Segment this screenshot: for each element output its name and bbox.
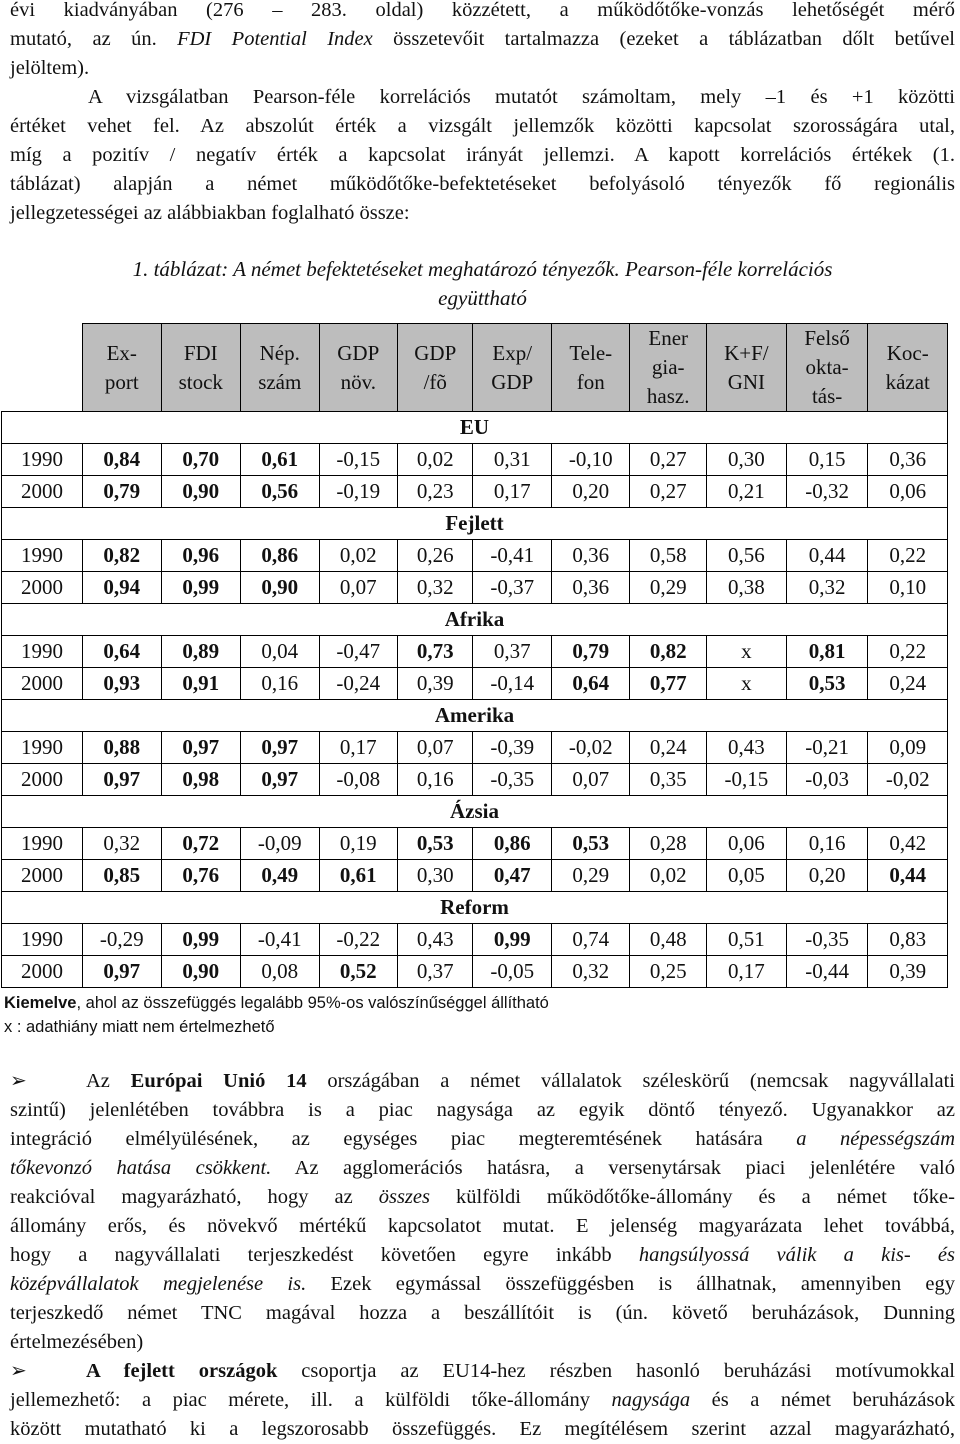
column-header	[786, 324, 868, 412]
table-footnote	[4, 991, 549, 1039]
bullet-paragraph-eu14	[10, 1066, 955, 1357]
footnote-line-1	[4, 991, 549, 1015]
value-cell: 0,24	[868, 668, 948, 700]
value-cell: 0,16	[398, 764, 473, 796]
value-cell: 0,02	[630, 860, 706, 892]
value-cell: -0,14	[473, 668, 552, 700]
column-header-text: GDP	[337, 340, 380, 365]
column-header-text: GNI	[727, 369, 766, 394]
year-cell: 2000	[2, 476, 83, 508]
significant-value-cell: 0,53	[786, 668, 868, 700]
significant-value-cell: 0,44	[868, 860, 948, 892]
significant-value-cell: 0,97	[83, 956, 162, 988]
value-cell: x	[706, 636, 786, 668]
significant-value-cell: 0,53	[398, 828, 473, 860]
value-cell: 0,21	[706, 476, 786, 508]
value-cell: x	[706, 668, 786, 700]
value-cell: 0,30	[398, 860, 473, 892]
value-cell: 0,17	[706, 956, 786, 988]
value-cell: 0,04	[241, 636, 320, 668]
emphasis: nagysága	[611, 1389, 691, 1411]
value-cell: -0,05	[473, 956, 552, 988]
column-header	[161, 324, 241, 412]
value-cell: 0,28	[630, 828, 706, 860]
text: integráció elmélyülésének, az egységes piac megteremtésének hatására	[10, 1128, 797, 1150]
bullet1-line-6: állomány erős, és növekvő mértékű kapcsolatot mutat. E jelenség magyarázata lehet továbbá,	[10, 1215, 955, 1237]
column-header	[241, 324, 320, 412]
significant-value-cell: 0,61	[319, 860, 398, 892]
eu14-term: Európai Unió 14	[130, 1070, 307, 1092]
column-header	[868, 324, 948, 412]
significant-value-cell: 0,84	[83, 444, 162, 476]
text: csoportja az EU14-hez részben hasonló beruházási motívumokkal	[277, 1360, 955, 1382]
column-header	[319, 324, 398, 412]
value-cell: -0,02	[551, 732, 630, 764]
value-cell: 0,43	[706, 732, 786, 764]
column-header-text: stock	[178, 369, 223, 394]
column-header-text: port	[104, 369, 139, 394]
arrow-bullet-icon: ➢	[10, 1358, 27, 1382]
column-header	[83, 324, 162, 412]
value-cell: -0,21	[786, 732, 868, 764]
group-title: Reform	[2, 892, 948, 924]
value-cell: 0,05	[706, 860, 786, 892]
value-cell: -0,10	[551, 444, 630, 476]
emphasis: összes	[378, 1186, 430, 1208]
table-row	[2, 668, 948, 700]
year-cell: 1990	[2, 636, 83, 668]
table-row	[2, 860, 948, 892]
table-caption-line-2: együttható	[438, 286, 527, 310]
fdi-potential-index-term: FDI Potential Index	[177, 28, 373, 50]
column-header-text: Exp/	[492, 340, 533, 365]
text: és a német beruházások	[690, 1389, 955, 1411]
value-cell: 0,27	[630, 476, 706, 508]
correlation-table	[1, 323, 948, 988]
value-cell: 0,39	[398, 668, 473, 700]
value-cell: 0,07	[319, 572, 398, 604]
group-header-row	[2, 700, 948, 732]
text: Az agglomerációs hatásra, a versenytársak piaci jelenlétére való	[271, 1157, 955, 1179]
column-header-text: szám	[258, 369, 302, 394]
intro-paragraph	[10, 0, 955, 228]
year-cell: 2000	[2, 572, 83, 604]
value-cell: -0,35	[473, 764, 552, 796]
column-header-text: fon	[576, 369, 605, 394]
year-cell: 2000	[2, 668, 83, 700]
table-row	[2, 444, 948, 476]
significant-value-cell: 0,64	[83, 636, 162, 668]
developed-countries-term: A fejlett országok	[86, 1360, 278, 1382]
bullet1-line-4	[10, 1154, 955, 1183]
value-cell: 0,58	[630, 540, 706, 572]
significant-value-cell: 0,53	[551, 828, 630, 860]
significant-value-cell: 0,79	[551, 636, 630, 668]
significant-value-cell: 0,61	[241, 444, 320, 476]
significant-value-cell: 0,89	[161, 636, 241, 668]
significant-value-cell: 0,81	[786, 636, 868, 668]
significant-value-cell: 0,86	[241, 540, 320, 572]
significant-value-cell: 0,97	[241, 764, 320, 796]
column-header-text: kázat	[885, 369, 930, 394]
value-cell: -0,03	[786, 764, 868, 796]
group-title: Afrika	[2, 604, 948, 636]
emphasis: tőkevonzó hatása csökkent.	[10, 1157, 272, 1179]
value-cell: 0,26	[398, 540, 473, 572]
value-cell: 0,32	[551, 956, 630, 988]
value-cell: 0,36	[551, 572, 630, 604]
bullet1-line-10: értelmezésében)	[10, 1331, 144, 1353]
significant-value-cell: 0,97	[241, 732, 320, 764]
intro-line-4: A vizsgálatban Pearson-féle korrelációs mutatót számoltam, mely –1 és +1 közötti	[88, 86, 955, 108]
bullet2-line-2	[10, 1386, 955, 1415]
emphasis: középvállalatok megjelenése is.	[10, 1273, 307, 1295]
footnote-text: , ahol az összefüggés legalább 95%-os valószínűséggel állítható	[76, 994, 549, 1012]
column-header	[398, 324, 473, 412]
table-caption	[10, 255, 955, 313]
column-header-text: Nép.	[259, 340, 300, 365]
value-cell: -0,02	[868, 764, 948, 796]
bullet1-line-9: terjeszkedő német TNC magával hozza a beszállítóit is (ún. követő beruházások, Dunning	[10, 1302, 955, 1324]
arrow-bullet-icon: ➢	[10, 1068, 27, 1092]
intro-text: értéket vehet fel.	[10, 115, 180, 137]
column-header-text: hasz.	[646, 384, 690, 408]
value-cell: 0,29	[630, 572, 706, 604]
bullet2-line-3: között mutatható ki a legszorosabb összefüggés. Ez megítélésem szerint azzal magyarázható,	[10, 1418, 955, 1440]
significant-value-cell: 0,70	[161, 444, 241, 476]
value-cell: 0,83	[868, 924, 948, 956]
value-cell: 0,17	[473, 476, 552, 508]
column-header	[706, 324, 786, 412]
value-cell: 0,10	[868, 572, 948, 604]
value-cell: 0,56	[706, 540, 786, 572]
table-row	[2, 924, 948, 956]
year-cell: 1990	[2, 540, 83, 572]
value-cell: 0,17	[319, 732, 398, 764]
column-header	[630, 324, 706, 412]
value-cell: 0,37	[473, 636, 552, 668]
text: külföldi működőtőke-állomány és a német tőke-	[429, 1186, 955, 1208]
significant-value-cell: 0,85	[83, 860, 162, 892]
value-cell: -0,41	[241, 924, 320, 956]
significant-value-cell: 0,90	[241, 572, 320, 604]
significant-value-cell: 0,73	[398, 636, 473, 668]
column-header-text: Ex-	[106, 340, 137, 365]
significant-value-cell: 0,99	[161, 924, 241, 956]
column-header-text: /fõ	[423, 369, 447, 394]
value-cell: -0,41	[473, 540, 552, 572]
value-cell: 0,25	[630, 956, 706, 988]
intro-text: Az abszolút érték a vizsgált jellemzők közötti kapcsolat szorosságára utal,	[179, 115, 956, 137]
table-row	[2, 476, 948, 508]
footnote-line-2: x : adathiány miatt nem értelmezhető	[4, 1018, 275, 1036]
value-cell: 0,07	[551, 764, 630, 796]
column-header-text: okta-	[805, 355, 849, 379]
bullet1-line-3	[10, 1125, 955, 1154]
text: országában a német vállalatok széleskörű (nemcsak nagyvállalati	[306, 1070, 955, 1092]
table-caption-line-1: 1. táblázat: A német befektetéseket meghatározó tényezők. Pearson-féle korrelációs	[132, 257, 833, 281]
significant-value-cell: 0,99	[161, 572, 241, 604]
column-header-text: Ener	[648, 326, 689, 350]
column-header-text: K+F/	[724, 340, 769, 365]
value-cell: 0,07	[398, 732, 473, 764]
value-cell: 0,19	[319, 828, 398, 860]
table-row	[2, 764, 948, 796]
column-header-text: Felső	[804, 326, 850, 350]
group-header-row	[2, 412, 948, 444]
value-cell: 0,22	[868, 540, 948, 572]
bullet1-line-5	[10, 1183, 955, 1212]
value-cell: 0,27	[630, 444, 706, 476]
value-cell: -0,08	[319, 764, 398, 796]
significant-value-cell: 0,79	[83, 476, 162, 508]
value-cell: -0,19	[319, 476, 398, 508]
group-header-row	[2, 604, 948, 636]
intro-line-2	[10, 25, 955, 54]
value-cell: 0,16	[786, 828, 868, 860]
column-header-text: Koc-	[886, 340, 929, 365]
table-row	[2, 572, 948, 604]
header-corner	[2, 324, 83, 412]
group-title: Ázsia	[2, 796, 948, 828]
significant-value-cell: 0,96	[161, 540, 241, 572]
value-cell: 0,32	[786, 572, 868, 604]
table-row	[2, 732, 948, 764]
significant-value-cell: 0,90	[161, 476, 241, 508]
bullet2-line-1	[10, 1356, 955, 1386]
value-cell: 0,32	[398, 572, 473, 604]
table-row	[2, 828, 948, 860]
group-header-row	[2, 892, 948, 924]
emphasis: hangsúlyossá válik a kis- és	[638, 1244, 955, 1266]
value-cell: 0,43	[398, 924, 473, 956]
value-cell: -0,09	[241, 828, 320, 860]
column-header-text: gia-	[651, 355, 685, 379]
value-cell: 0,44	[786, 540, 868, 572]
significant-value-cell: 0,94	[83, 572, 162, 604]
value-cell: 0,37	[398, 956, 473, 988]
footnote-bold: Kiemelve	[4, 994, 77, 1012]
significant-value-cell: 0,47	[473, 860, 552, 892]
value-cell: 0,39	[868, 956, 948, 988]
significant-value-cell: 0,52	[319, 956, 398, 988]
intro-line-7: táblázat) alapján a német működőtőke-befektetéseket befolyásoló tényezők fő regionális	[10, 173, 955, 195]
value-cell: -0,29	[83, 924, 162, 956]
group-title: Fejlett	[2, 508, 948, 540]
value-cell: 0,09	[868, 732, 948, 764]
column-header-text: Tele-	[569, 340, 613, 365]
column-header-text: GDP	[414, 340, 457, 365]
significant-value-cell: 0,56	[241, 476, 320, 508]
intro-text: mutató, az ún.	[10, 28, 178, 50]
table-header-row	[2, 324, 948, 412]
year-cell: 1990	[2, 444, 83, 476]
group-header-row	[2, 796, 948, 828]
text: Az	[86, 1070, 131, 1092]
year-cell: 1990	[2, 828, 83, 860]
value-cell: 0,36	[868, 444, 948, 476]
value-cell: -0,39	[473, 732, 552, 764]
column-header-text: GDP	[491, 369, 534, 394]
significant-value-cell: 0,72	[161, 828, 241, 860]
significant-value-cell: 0,91	[161, 668, 241, 700]
bullet1-line-1	[10, 1066, 955, 1096]
significant-value-cell: 0,49	[241, 860, 320, 892]
value-cell: -0,15	[706, 764, 786, 796]
significant-value-cell: 0,82	[83, 540, 162, 572]
significant-value-cell: 0,99	[473, 924, 552, 956]
value-cell: -0,32	[786, 476, 868, 508]
column-header-text: FDI	[183, 340, 218, 365]
value-cell: 0,20	[786, 860, 868, 892]
value-cell: 0,08	[241, 956, 320, 988]
significant-value-cell: 0,76	[161, 860, 241, 892]
text: hogy a nagyvállalati terjeszkedést követően egyre inkább	[10, 1244, 639, 1266]
text: jellemezhető: a piac mérete, ill. a külföldi tőke-állomány	[10, 1389, 612, 1411]
table-row	[2, 956, 948, 988]
group-title: EU	[2, 412, 948, 444]
value-cell: -0,24	[319, 668, 398, 700]
value-cell: -0,37	[473, 572, 552, 604]
column-header-text: tás-	[811, 384, 843, 408]
intro-line-6: míg a pozitív / negatív érték a kapcsolat irányát jellemzi. A kapott korrelációs értékek (1.	[10, 144, 955, 166]
value-cell: 0,16	[241, 668, 320, 700]
significant-value-cell: 0,93	[83, 668, 162, 700]
value-cell: 0,20	[551, 476, 630, 508]
significant-value-cell: 0,86	[473, 828, 552, 860]
significant-value-cell: 0,97	[161, 732, 241, 764]
value-cell: 0,06	[706, 828, 786, 860]
column-header-text: növ.	[340, 369, 376, 394]
bullet1-line-2: szintű) jelenlétében továbbra is a piac nagysága az egyik döntő tényező. Ugyanakkor az	[10, 1099, 955, 1121]
value-cell: 0,30	[706, 444, 786, 476]
value-cell: 0,48	[630, 924, 706, 956]
value-cell: 0,02	[319, 540, 398, 572]
intro-line-5	[10, 112, 955, 141]
value-cell: -0,15	[319, 444, 398, 476]
value-cell: 0,38	[706, 572, 786, 604]
value-cell: 0,02	[398, 444, 473, 476]
group-title: Amerika	[2, 700, 948, 732]
text: reakcióval magyarázható, hogy az	[10, 1186, 379, 1208]
column-header	[473, 324, 552, 412]
year-cell: 1990	[2, 924, 83, 956]
value-cell: 0,35	[630, 764, 706, 796]
significant-value-cell: 0,64	[551, 668, 630, 700]
value-cell: -0,22	[319, 924, 398, 956]
intro-line-1: évi kiadványában (276 – 283. oldal) közzétett, a működőtőke-vonzás lehetőségét mérő	[10, 0, 955, 21]
value-cell: -0,47	[319, 636, 398, 668]
year-cell: 1990	[2, 732, 83, 764]
value-cell: 0,15	[786, 444, 868, 476]
value-cell: 0,36	[551, 540, 630, 572]
significant-value-cell: 0,90	[161, 956, 241, 988]
intro-line-8: jellegzetességei az alábbiakban foglalható össze:	[10, 202, 410, 224]
intro-line-3: jelöltem).	[10, 57, 90, 79]
significant-value-cell: 0,88	[83, 732, 162, 764]
emphasis: a népességszám	[796, 1128, 955, 1150]
value-cell: 0,06	[868, 476, 948, 508]
column-header	[551, 324, 630, 412]
table-row	[2, 540, 948, 572]
value-cell: 0,31	[473, 444, 552, 476]
year-cell: 2000	[2, 764, 83, 796]
significant-value-cell: 0,97	[83, 764, 162, 796]
value-cell: 0,32	[83, 828, 162, 860]
value-cell: -0,35	[786, 924, 868, 956]
year-cell: 2000	[2, 860, 83, 892]
value-cell: 0,42	[868, 828, 948, 860]
value-cell: -0,44	[786, 956, 868, 988]
bullet1-line-7	[10, 1241, 955, 1270]
bullet-paragraph-developed	[10, 1356, 955, 1444]
group-header-row	[2, 508, 948, 540]
table-row	[2, 636, 948, 668]
significant-value-cell: 0,77	[630, 668, 706, 700]
value-cell: 0,51	[706, 924, 786, 956]
bullet1-line-8	[10, 1270, 955, 1299]
text: Ezek egymással összefüggésben is állhatnak, amennyiben egy	[306, 1273, 955, 1295]
year-cell: 2000	[2, 956, 83, 988]
significant-value-cell: 0,98	[161, 764, 241, 796]
significant-value-cell: 0,82	[630, 636, 706, 668]
value-cell: 0,29	[551, 860, 630, 892]
value-cell: 0,24	[630, 732, 706, 764]
value-cell: 0,74	[551, 924, 630, 956]
intro-text: összetevőit tartalmazza (ezeket a táblázatban dőlt betűvel	[372, 28, 955, 50]
value-cell: 0,22	[868, 636, 948, 668]
value-cell: 0,23	[398, 476, 473, 508]
